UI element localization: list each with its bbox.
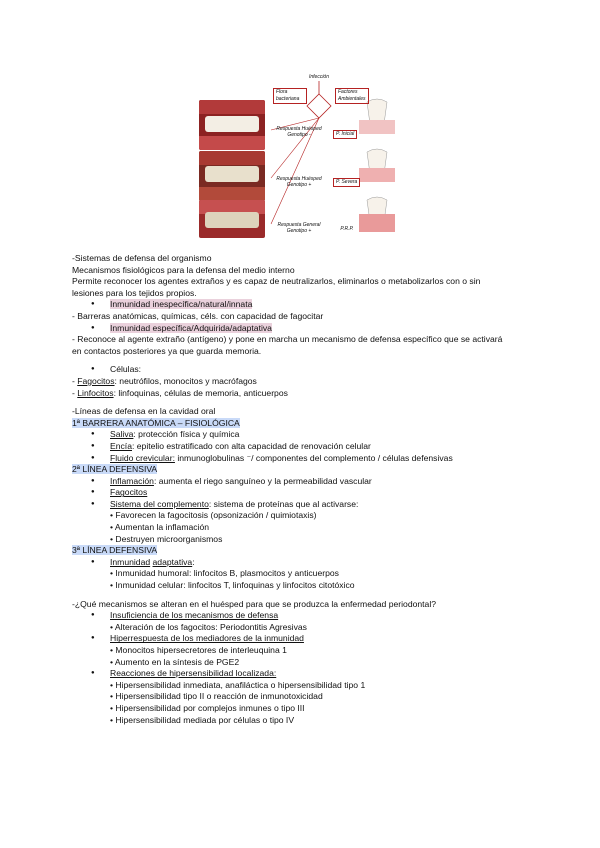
tooth-sketch-1 bbox=[359, 99, 395, 134]
row1-label: Respuesta Huésped Genotipo - bbox=[276, 126, 322, 138]
paragraph-line: en contactos posteriores ya que guarda memoria. bbox=[72, 345, 262, 356]
bullet-item bbox=[72, 610, 532, 622]
term: Hiperrespuesta de los mediadores de la inmunidad bbox=[110, 633, 304, 644]
term: Encía bbox=[110, 440, 132, 451]
sub-item: • Hipersensibilidad por complejos inmunes o tipo III bbox=[110, 702, 305, 713]
section-title: -¿Qué mecanismos se alteran en el huésped para que se produzca la enfermedad periodontal? bbox=[72, 598, 437, 609]
row2-tag: P. Severa bbox=[333, 178, 360, 187]
term: Fluido crevicular: bbox=[110, 452, 175, 463]
highlight-text: Inmunidad específica/Adquirida/adaptativa bbox=[110, 322, 272, 333]
heading bbox=[72, 464, 532, 476]
bullet-item bbox=[72, 441, 532, 453]
bullet-item bbox=[72, 557, 532, 569]
row1-tag: P. Inicial bbox=[333, 130, 357, 139]
diagram-box-left: Flora bacteriana bbox=[273, 88, 307, 104]
term: Inflamación bbox=[110, 475, 154, 486]
paragraph-line: - Linfocitos: linfoquinas, células de memoria, anticuerpos bbox=[72, 387, 288, 398]
colon: : bbox=[192, 556, 195, 567]
definition: : neutrófilos, monocitos y macrófagos bbox=[114, 375, 257, 386]
bullet-item bbox=[72, 633, 532, 645]
periodontal-figure bbox=[199, 72, 404, 238]
bullet-item: ● Células: bbox=[72, 364, 532, 376]
sub-item: • Hipersensibilidad mediada por células o tipo IV bbox=[110, 714, 295, 725]
heading-text: 1ª BARRERA ANATÓMICA – FISIOLÓGICA bbox=[72, 417, 240, 428]
diagram-top-label: Infección bbox=[308, 74, 329, 80]
heading-text: 2ª LÍNEA DEFENSIVA bbox=[72, 464, 158, 475]
term: Saliva bbox=[110, 429, 134, 440]
sub-item: • Aumento en la síntesis de PGE2 bbox=[110, 656, 240, 667]
sub-item: • Aumentan la inflamación bbox=[110, 522, 210, 533]
bullet-item bbox=[72, 299, 532, 311]
paragraph-line: - Barreras anatómicas, químicas, céls. con capacidad de fagocitar bbox=[72, 310, 324, 321]
term: Linfocitos bbox=[77, 387, 114, 398]
bullet-item bbox=[72, 453, 532, 465]
bullet-item bbox=[72, 429, 532, 441]
definition: inmunoglobulinas ⁻/ componentes del complemento / células defensivas bbox=[174, 452, 453, 463]
sub-item: • Monocitos hipersecretores de interleuquina 1 bbox=[110, 645, 287, 655]
bullet-item bbox=[72, 487, 532, 499]
term: adaptativa bbox=[152, 556, 193, 567]
row3-tag: P.R.P. bbox=[340, 226, 354, 232]
paragraph-line: Mecanismos fisiológicos para la defensa del medio interno bbox=[72, 264, 295, 275]
heading-text: 3ª LÍNEA DEFENSIVA bbox=[72, 545, 158, 556]
bullet-item bbox=[72, 668, 532, 680]
document-body bbox=[72, 253, 532, 726]
row3-label: Respuesta General Genotipo + bbox=[277, 222, 321, 234]
definition: : linfoquinas, células de memoria, anticuerpos bbox=[113, 387, 288, 398]
section-title: -Líneas de defensa en la cavidad oral bbox=[72, 406, 216, 417]
tooth-sketch-3 bbox=[359, 197, 395, 232]
paragraph-line: - Fagocitos: neutrófilos, monocitos y macrófagos bbox=[72, 375, 257, 386]
definition: : sistema de proteínas que al activarse: bbox=[208, 498, 359, 509]
bullet-item bbox=[72, 323, 532, 335]
sub-item: • Hipersensibilidad tipo II o reacción de inmunotoxicidad bbox=[110, 691, 323, 702]
term: Fagocitos bbox=[77, 375, 115, 386]
sub-item: • Hipersensibilidad inmediata, anafiláctica o hipersensibilidad tipo 1 bbox=[110, 679, 366, 690]
definition: : epitelio estratificado con alta capacidad de renovación celular bbox=[131, 440, 371, 451]
term: Sistema del complemento bbox=[110, 498, 209, 509]
row2-label: Respuesta Huésped Genotipo + bbox=[276, 176, 322, 188]
paragraph-line: Permite reconocer los agentes extraños y es capaz de neutralizarlos, eliminarlos o metabolizarlos con o sin bbox=[72, 276, 481, 287]
sub-item: • Inmunidad celular: linfocitos T, linfoquinas y linfocitos citotóxico bbox=[110, 580, 355, 591]
definition: : protección física y química bbox=[133, 429, 240, 440]
heading bbox=[72, 418, 532, 430]
sub-item: • Inmunidad humoral: linfocitos B, plasmocitos y anticuerpos bbox=[110, 568, 339, 579]
term: Fagocitos bbox=[110, 487, 148, 498]
sub-item: • Favorecen la fagocitosis (opsonización / quimiotaxis) bbox=[110, 510, 317, 521]
term: Insuficiencia de los mecanismos de defensa bbox=[110, 610, 279, 621]
bullet-item bbox=[72, 476, 532, 488]
paragraph-line: lesiones para los tejidos propios. bbox=[72, 287, 197, 298]
sub-item: • Destruyen microorganismos bbox=[110, 533, 223, 544]
definition: : aumenta el riego sanguíneo y la permeabilidad vascular bbox=[153, 475, 372, 486]
term: Reacciones de hipersensibilidad localizada: bbox=[110, 668, 277, 679]
bullet-item bbox=[72, 499, 532, 511]
heading bbox=[72, 545, 532, 557]
highlight-text: Inmunidad inespecífica/natural/innata bbox=[110, 299, 253, 310]
paragraph-line: - Reconoce al agente extraño (antígeno) y pone en marcha un mecanismo de defensa específico que se activará bbox=[72, 334, 503, 345]
sub-item: • Alteración de los fagocitos: Periodontitis Agresivas bbox=[110, 621, 307, 632]
tooth-sketch-2 bbox=[359, 149, 395, 182]
diagram-box-right: Factores Ambientales bbox=[335, 88, 369, 104]
section-title: -Sistemas de defensa del organismo bbox=[72, 253, 212, 263]
term: Inmunidad bbox=[110, 556, 151, 567]
